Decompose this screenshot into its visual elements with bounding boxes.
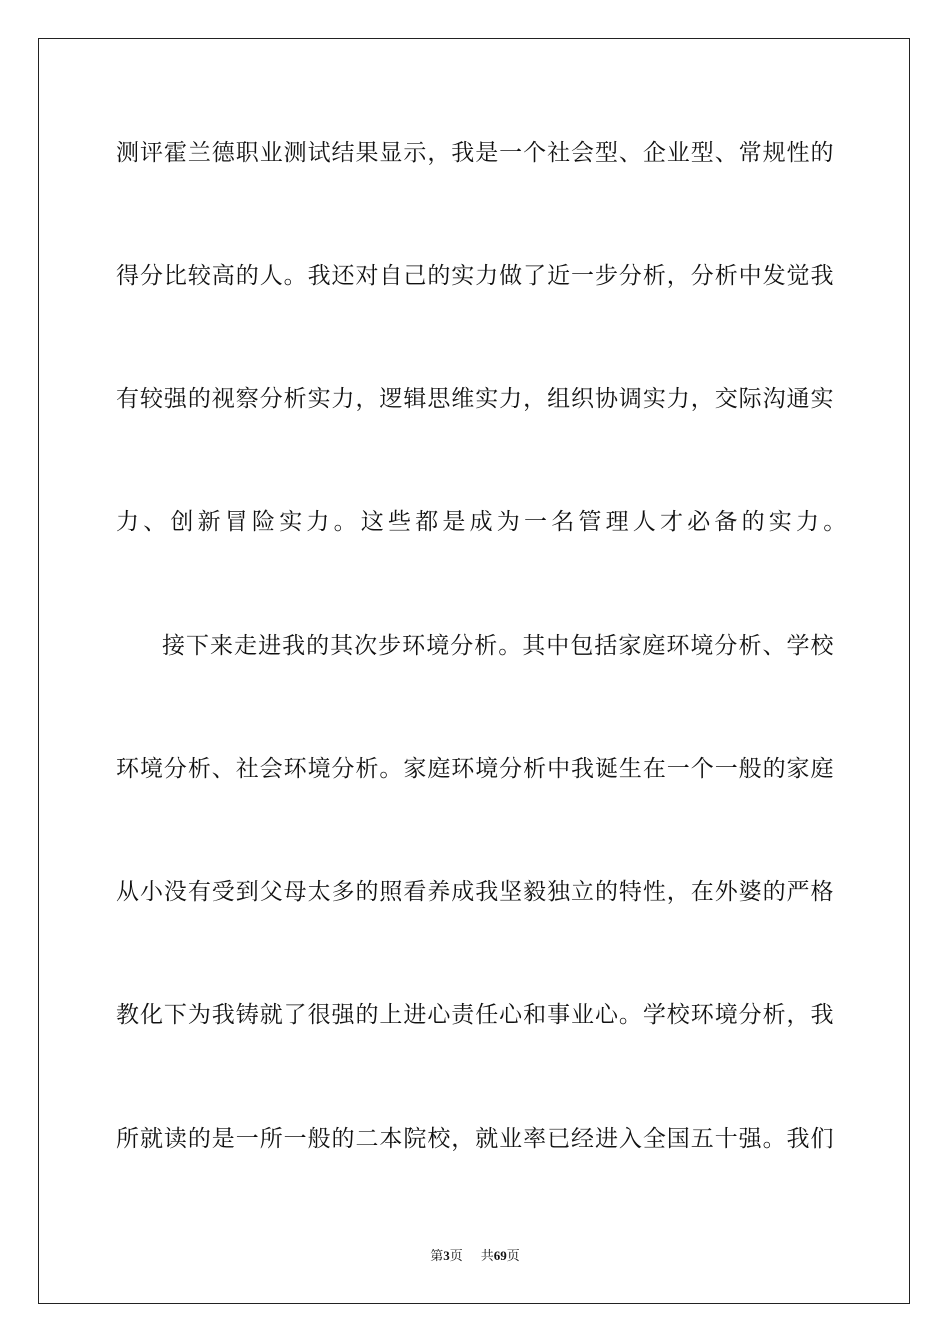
total-prefix: 共 — [480, 1248, 494, 1263]
text-line-7: 从小没有受到父母太多的照看养成我坚毅独立的特性，在外婆的严格 — [116, 879, 834, 905]
page-prefix: 第 — [430, 1248, 444, 1263]
page-border — [38, 38, 910, 1304]
text-line-4: 力、创新冒险实力。这些都是成为一名管理人才必备的实力。 — [116, 509, 851, 535]
text-line-8: 教化下为我铸就了很强的上进心责任心和事业心。学校环境分析，我 — [116, 1002, 834, 1028]
page-suffix: 页 — [449, 1248, 463, 1263]
text-line-6: 环境分析、社会环境分析。家庭环境分析中我诞生在一个一般的家庭 — [116, 756, 834, 782]
total-pages: 69 — [493, 1248, 507, 1263]
total-suffix: 页 — [506, 1248, 520, 1263]
text-line-2: 得分比较高的人。我还对自己的实力做了近一步分析，分析中发觉我 — [116, 263, 834, 289]
page-footer — [0, 1248, 950, 1264]
text-line-9: 所就读的是一所一般的二本院校，就业率已经进入全国五十强。我们 — [116, 1126, 834, 1152]
text-line-3: 有较强的视察分析实力，逻辑思维实力，组织协调实力，交际沟通实 — [116, 386, 834, 412]
page-number: 3 — [443, 1248, 450, 1263]
text-line-1: 测评霍兰德职业测试结果显示，我是一个社会型、企业型、常规性的 — [116, 140, 834, 166]
text-line-5-paragraph-start: 接下来走进我的其次步环境分析。其中包括家庭环境分析、学校 — [162, 633, 834, 659]
